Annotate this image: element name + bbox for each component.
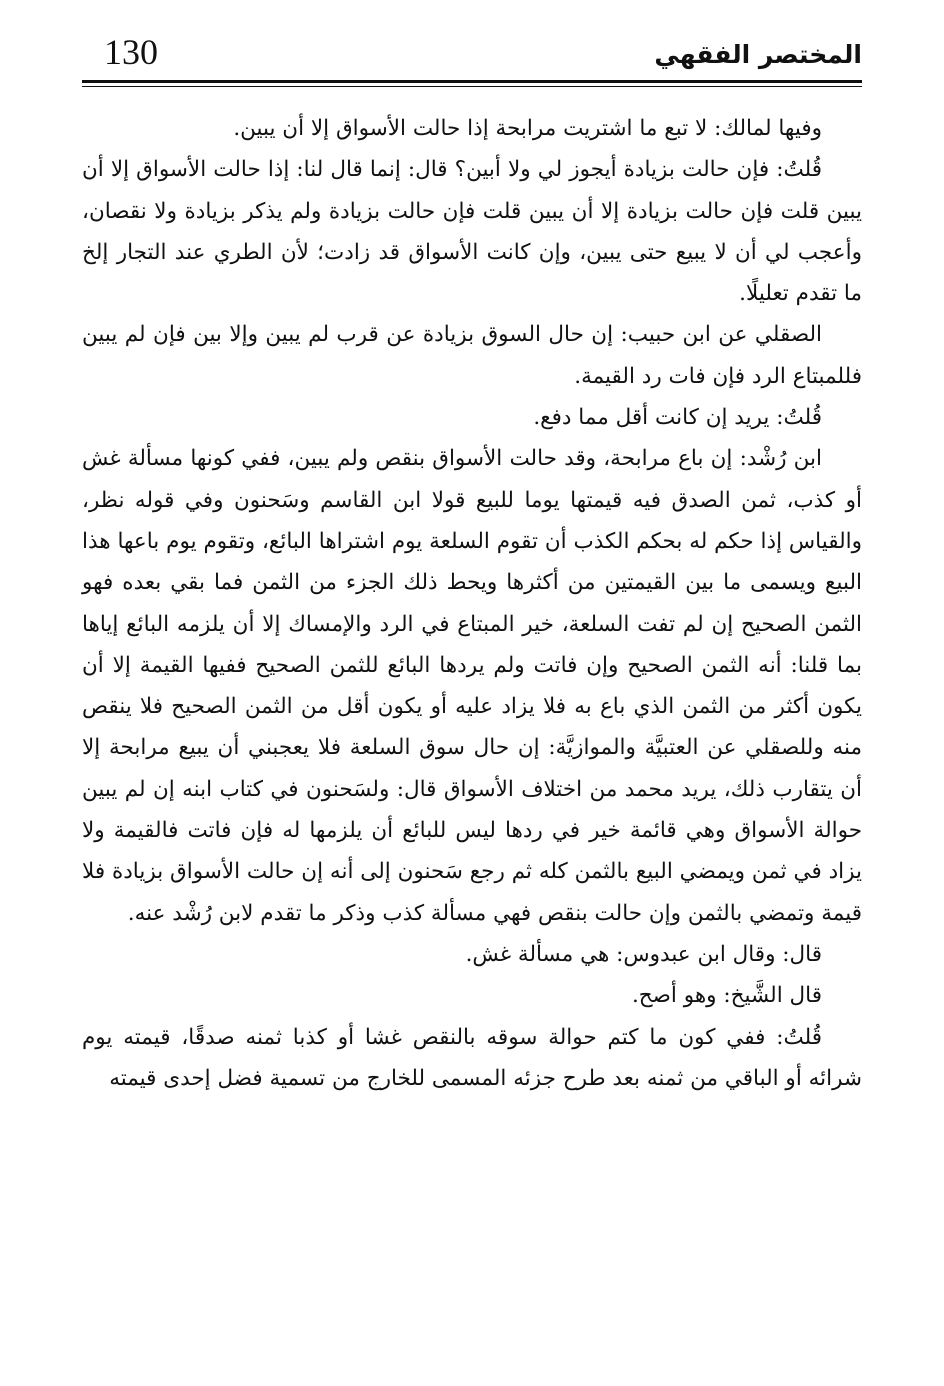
header-rule-thin (82, 86, 862, 87)
running-title: المختصر الفقهي (654, 40, 862, 69)
paragraph: قُلتُ: يريد إن كانت أقل مما دفع. (533, 405, 822, 431)
paragraph: قال الشَّيخ: وهو أصح. (631, 983, 822, 1009)
paragraph: قُلتُ: ففي كون ما كتم حوالة سوقه بالنقص غشا أو كذبا ثمنه صدقًا، قيمته يوم شرائه أو الباقي من ثمنه بعد طرح جزئه المسمى للخارج من تسمية فضل إحدى قيمته (82, 1024, 862, 1091)
paragraph: الصقلي عن ابن حبيب: إن حال السوق بزيادة عن قرب لم يبين وإلا بين فإن لم يبين فللمبتاع الرد فإن فات رد القيمة. (82, 322, 862, 389)
header-rule-thick (82, 80, 862, 83)
body-text (82, 108, 862, 1099)
paragraph: وفيها لمالك: لا تبع ما اشتريت مرابحة إذا حالت الأسواق إلا أن يبين. (233, 116, 822, 141)
paragraph: ابن رُشْد: إن باع مرابحة، وقد حالت الأسواق بنقص ولم يبين، ففي كونها مسألة غش أو كذب، ثمن الصدق فيه قيمتها يوما للبيع قولا ابن القاسم وسَحنون وفي قوله نظر، والقياس إذا حكم له بحكم الكذب أن تقوم السلعة يوم اشتراها البائع، وتقوم يوم باعها هذا البيع ويسمى ما بين القيمتين من أكثرها ويحط ذلك الجزء من الثمن فما بقي بعده فهو الثمن الصحيح إن لم تفت السلعة، خير المبتاع في الرد والإمساك إلا أن يلزمه البائع إياها بما قلنا: أنه الثمن الصحيح وإن فاتت ولم يردها البائع للثمن الصحيح ففيها القيمة إلا أن يكون أكثر من الثمن الذي باع به فلا يزاد عليه أو يكون أقل من الثمن الصحيح فلا ينقص منه وللصقلي عن العتبيَّة والموازيَّة: إن حال سوق السلعة فلا يعجبني أن يبيع مرابحة إلا أن يتقارب ذلك، يريد محمد من اختلاف الأسواق قال: ولسَحنون في كتاب ابنه إن لم يبين حوالة الأسواق وهي قائمة خير في ردها ليس للبائع أن يلزمها له فإن فاتت فالقيمة ولا يزاد في ثمن ويمضي البيع بالثمن كله ثم رجع سَحنون إلى أنه إن حالت الأسواق بزيادة فلا قيمة وتمضي بالثمن وإن حالت بنقص فهي مسألة كذب وذكر ما تقدم لابن رُشْد عنه. (82, 446, 862, 926)
paragraph: قُلتُ: فإن حالت بزيادة أيجوز لي ولا أبين؟ قال: إنما قال لنا: إذا حالت الأسواق إلا أن يبين قلت فإن حالت بزيادة إلا أن يبين قلت فإن حالت بزيادة ولم يذكر بزيادة ولا نقصان، وأعجب لي أن لا يبيع حتى يبين، وإن كانت الأسواق قد زادت؛ لأن الطري عند التجار إلخ ما تقدم تعليلًا. (82, 157, 862, 307)
paragraph: قال: وقال ابن عبدوس: هي مسألة غش. (465, 941, 822, 967)
page-header (82, 28, 862, 84)
page-number: 130 (104, 32, 158, 72)
